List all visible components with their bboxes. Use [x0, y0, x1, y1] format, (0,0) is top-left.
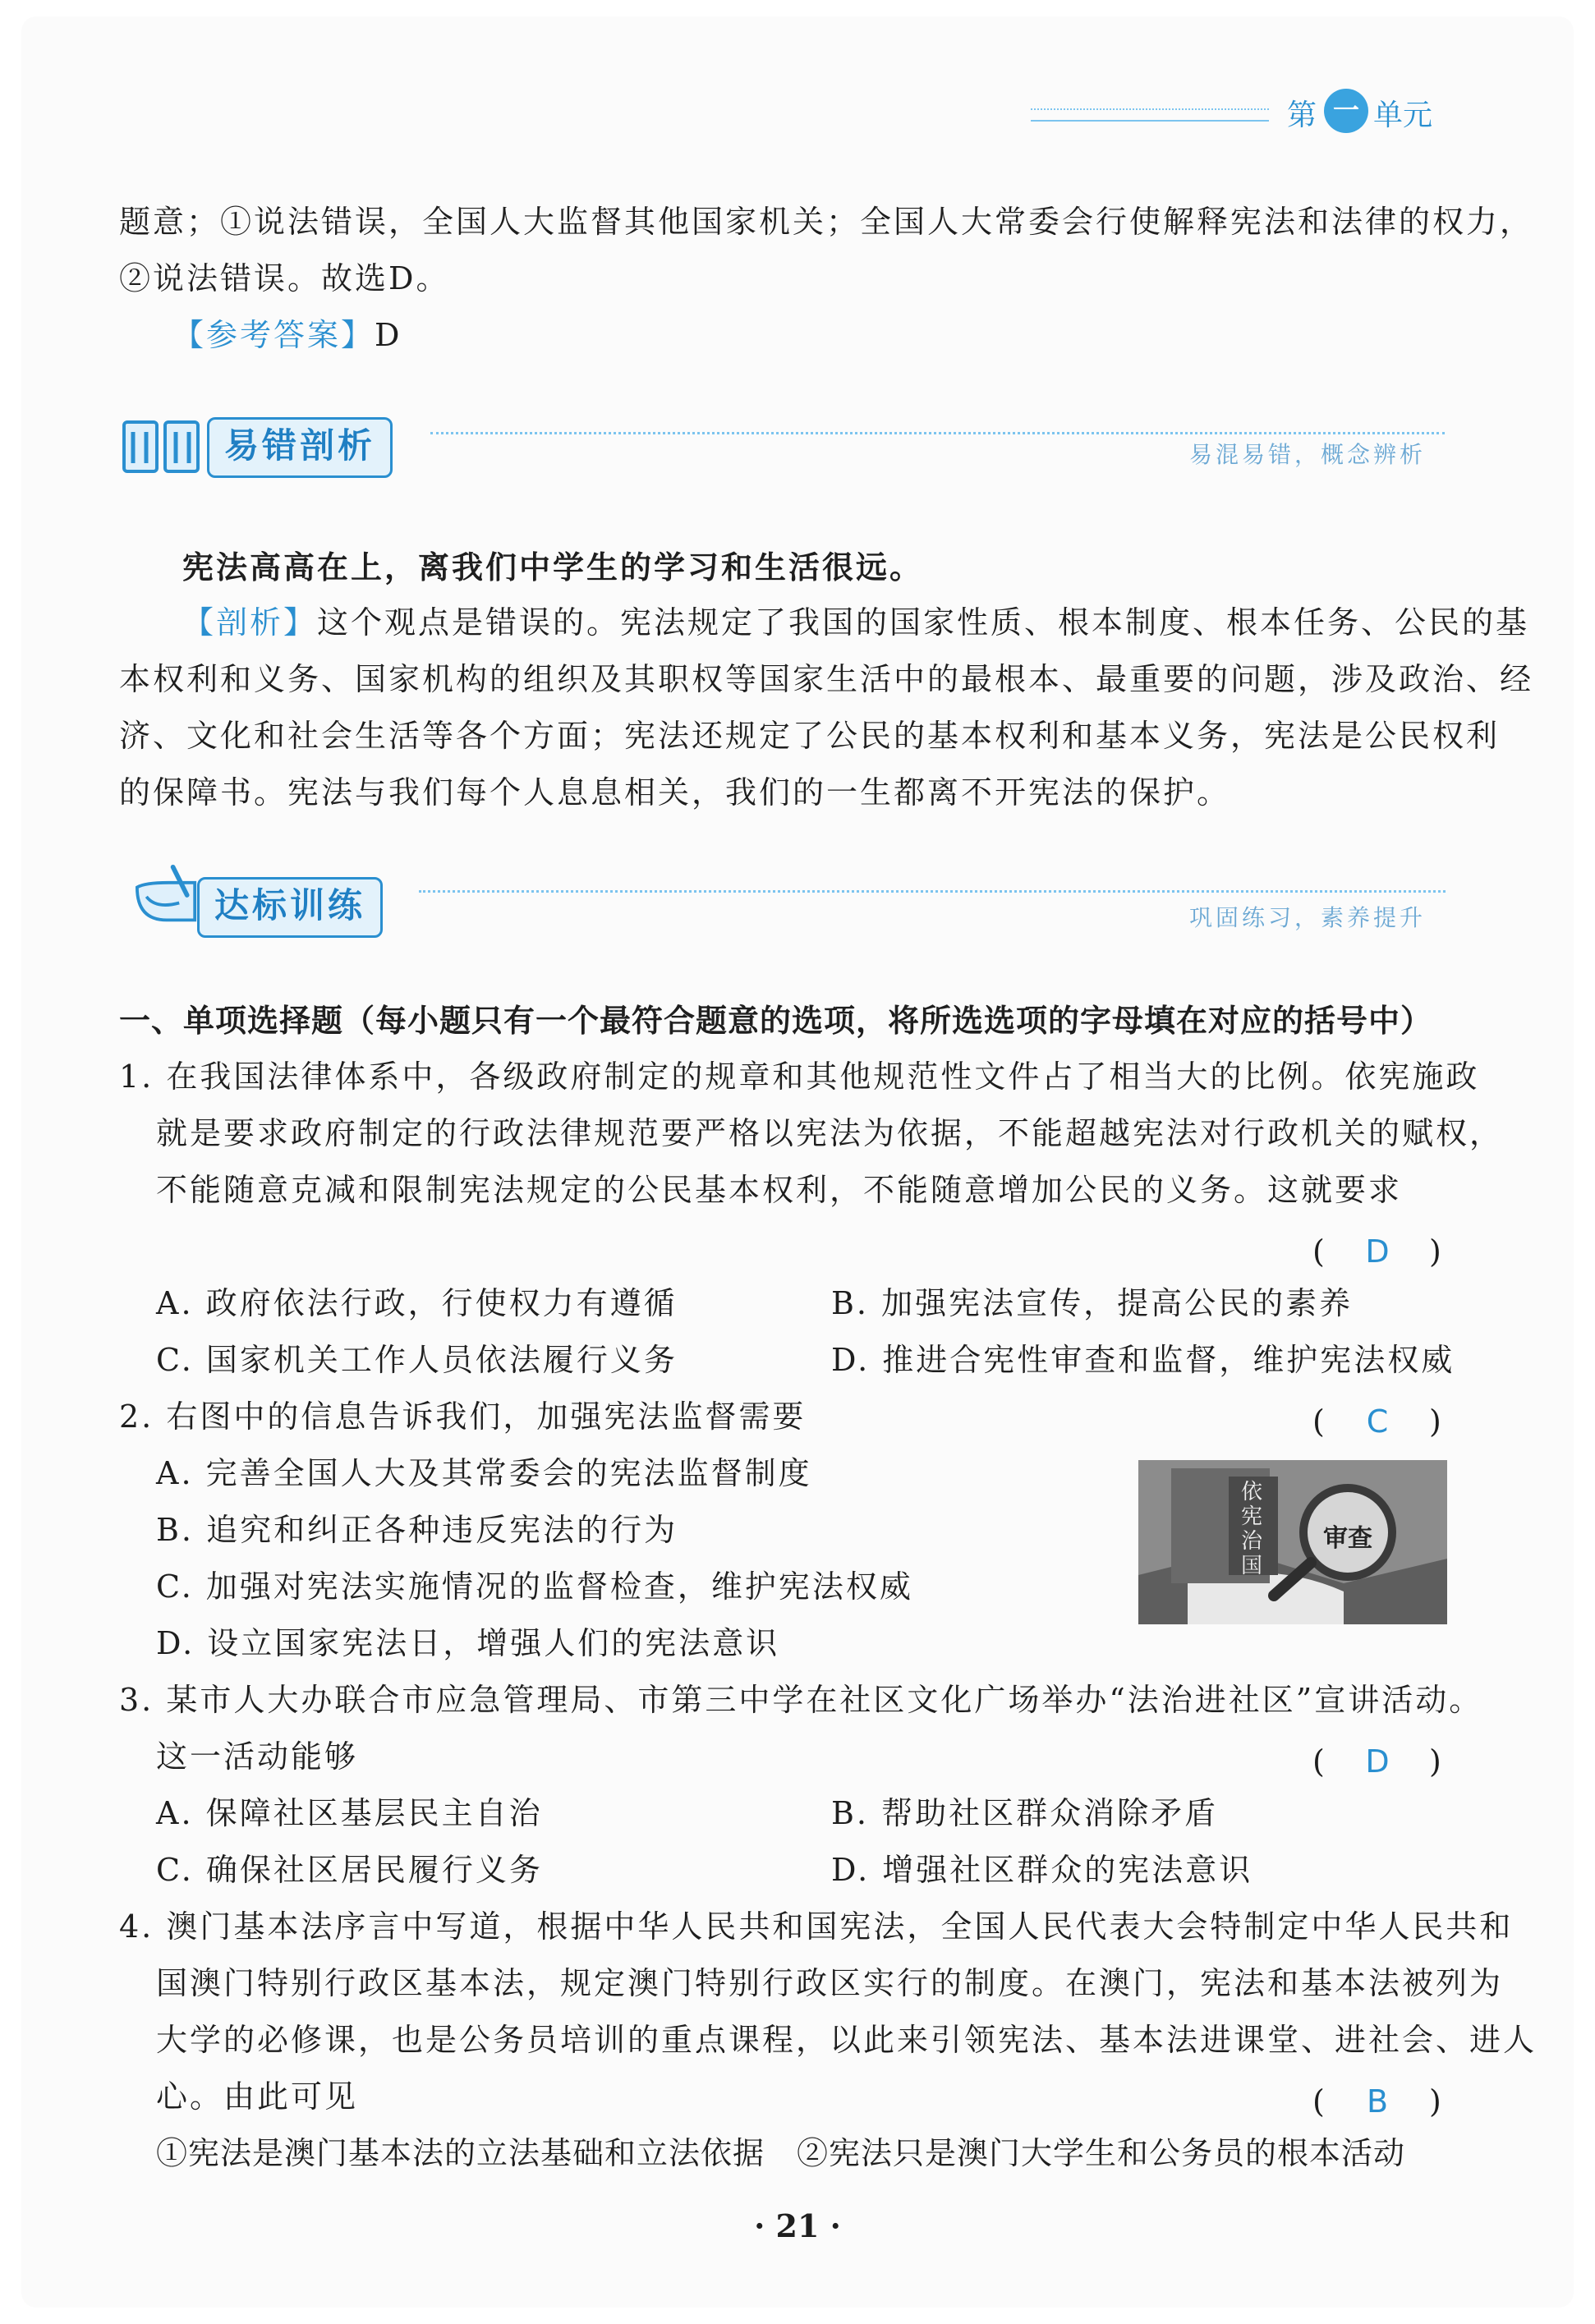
analysis-line-2: 本权利和义务、国家机构的组织及其职权等国家生活中的最根本、最重要的问题，涉及政治、经	[119, 661, 1534, 697]
answer-paren-right: )	[1429, 1403, 1441, 1440]
section-title-practice: 达标训练	[197, 877, 383, 938]
answer-paren-right: )	[1429, 1743, 1441, 1780]
unit-number-badge: 一	[1324, 89, 1368, 133]
answer-label: 【参考答案】	[172, 317, 375, 353]
analysis-text: 这个观点是错误的。宪法规定了我国的国家性质、根本制度、根本任务、公民的基	[317, 604, 1530, 641]
q2-answer: C	[1366, 1403, 1389, 1440]
q2-option-c: C. 加强对宪法实施情况的监督检查，维护宪法权威	[156, 1568, 913, 1605]
analysis-label: 【剖析】	[182, 604, 318, 641]
page-number: · 21 ·	[754, 2207, 841, 2244]
unit-prefix: 第	[1287, 99, 1317, 132]
q4-stem-line-3: 大学的必修课，也是公务员培训的重点课程，以此来引领宪法、基本法进课堂、进社会、进人	[156, 2022, 1538, 2058]
q1-option-a: A. 政府依法行政，行使权力有遵循	[156, 1285, 678, 1321]
analysis-line-1	[182, 595, 1529, 651]
q1-option-b: B. 加强宪法宣传，提高公民的素养	[831, 1285, 1354, 1321]
question-section-heading: 一、单项选择题（每小题只有一个最符合题意的选项，将所选选项的字母填在对应的括号中）	[119, 1002, 1433, 1039]
section-title-error-analysis: 易错剖析	[207, 417, 393, 478]
q4-stem-line-2: 国澳门特别行政区基本法，规定澳门特别行政区实行的制度。在澳门，宪法和基本法被列为	[156, 1965, 1504, 2001]
section-subtitle: 易混易错，概念辨析	[1189, 441, 1427, 468]
book-icon	[122, 416, 200, 478]
q2-option-d: D. 设立国家宪法日，增强人们的宪法意识	[156, 1625, 780, 1661]
constitution-review-photo	[1138, 1460, 1447, 1624]
answer-paren-right: )	[1429, 1233, 1441, 1270]
photo-illustration	[1138, 1460, 1447, 1624]
q1-option-c: C. 国家机关工作人员依法履行义务	[156, 1342, 678, 1378]
prev-analysis-line-1: 题意；①说法错误，全国人大监督其他国家机关；全国人大常委会行使解释宪法和法律的权力，	[119, 204, 1534, 240]
misconception-statement: 宪法高高在上，离我们中学生的学习和生活很远。	[182, 549, 924, 586]
unit-suffix: 单元	[1373, 99, 1433, 132]
q2-option-b: B. 追究和纠正各种违反宪法的行为	[156, 1512, 678, 1548]
magnifier-text: 审查	[1323, 1524, 1372, 1553]
answer-paren-left: (	[1312, 1403, 1325, 1440]
prev-answer	[172, 307, 402, 364]
answer-paren-left: (	[1312, 1743, 1325, 1780]
q4-stem-line-4: 心。由此可见	[156, 2078, 359, 2115]
section-divider	[430, 432, 1445, 434]
book-cover-text: 依宪治国	[1240, 1480, 1262, 1578]
q3-answer: D	[1365, 1743, 1390, 1780]
answer-paren-left: (	[1312, 1233, 1325, 1270]
q1-stem-line-1: 1. 在我国法律体系中，各级政府制定的规章和其他规范性文件占了相当大的比例。依宪施政	[119, 1059, 1480, 1095]
q1-stem-line-3: 不能随意克减和限制宪法规定的公民基本权利，不能随意增加公民的义务。这就要求	[156, 1172, 1403, 1208]
q1-stem-line-2: 就是要求政府制定的行政法律规范要严格以宪法为依据，不能超越宪法对行政机关的赋权，	[156, 1115, 1504, 1151]
answer-paren-left: (	[1312, 2083, 1325, 2120]
unit-header-rule	[1031, 108, 1269, 122]
q3-option-a: A. 保障社区基层民主自治	[156, 1795, 543, 1831]
q3-option-c: C. 确保社区居民履行义务	[156, 1852, 543, 1888]
section-subtitle: 巩固练习，素养提升	[1189, 904, 1427, 931]
q4-answer: B	[1366, 2083, 1389, 2120]
answer-paren-right: )	[1429, 2083, 1441, 2120]
q1-answer: D	[1365, 1233, 1390, 1270]
q3-option-b: B. 帮助社区群众消除矛盾	[831, 1795, 1219, 1831]
section-divider	[419, 890, 1446, 893]
q4-stem-line-1: 4. 澳门基本法序言中写道，根据中华人民共和国宪法，全国人民代表大会特制定中华人民共和	[119, 1908, 1514, 1945]
answer-value: D	[375, 317, 402, 353]
q3-option-d: D. 增强社区群众的宪法意识	[831, 1852, 1253, 1888]
q2-option-a: A. 完善全国人大及其常委会的宪法监督制度	[156, 1455, 812, 1491]
q1-option-d: D. 推进合宪性审查和监督，维护宪法权威	[831, 1342, 1455, 1378]
analysis-line-4: 的保障书。宪法与我们每个人息息相关，我们的一生都离不开宪法的保护。	[119, 774, 1231, 811]
prev-analysis-line-2: ②说法错误。故选D。	[119, 260, 450, 296]
analysis-line-3: 济、文化和社会生活等各个方面；宪法还规定了公民的基本权利和基本义务，宪法是公民权利	[119, 718, 1501, 754]
q3-stem-line-2: 这一活动能够	[156, 1738, 359, 1775]
q4-statements: ①宪法是澳门基本法的立法基础和立法依据 ②宪法只是澳门大学生和公务员的根本活动	[156, 2135, 1406, 2171]
notebook-pen-icon	[127, 864, 206, 926]
q2-stem: 2. 右图中的信息告诉我们，加强宪法监督需要	[119, 1399, 807, 1435]
q3-stem-line-1: 3. 某市人大办联合市应急管理局、市第三中学在社区文化广场举办“法治进社区”宣讲活动。	[119, 1682, 1483, 1718]
